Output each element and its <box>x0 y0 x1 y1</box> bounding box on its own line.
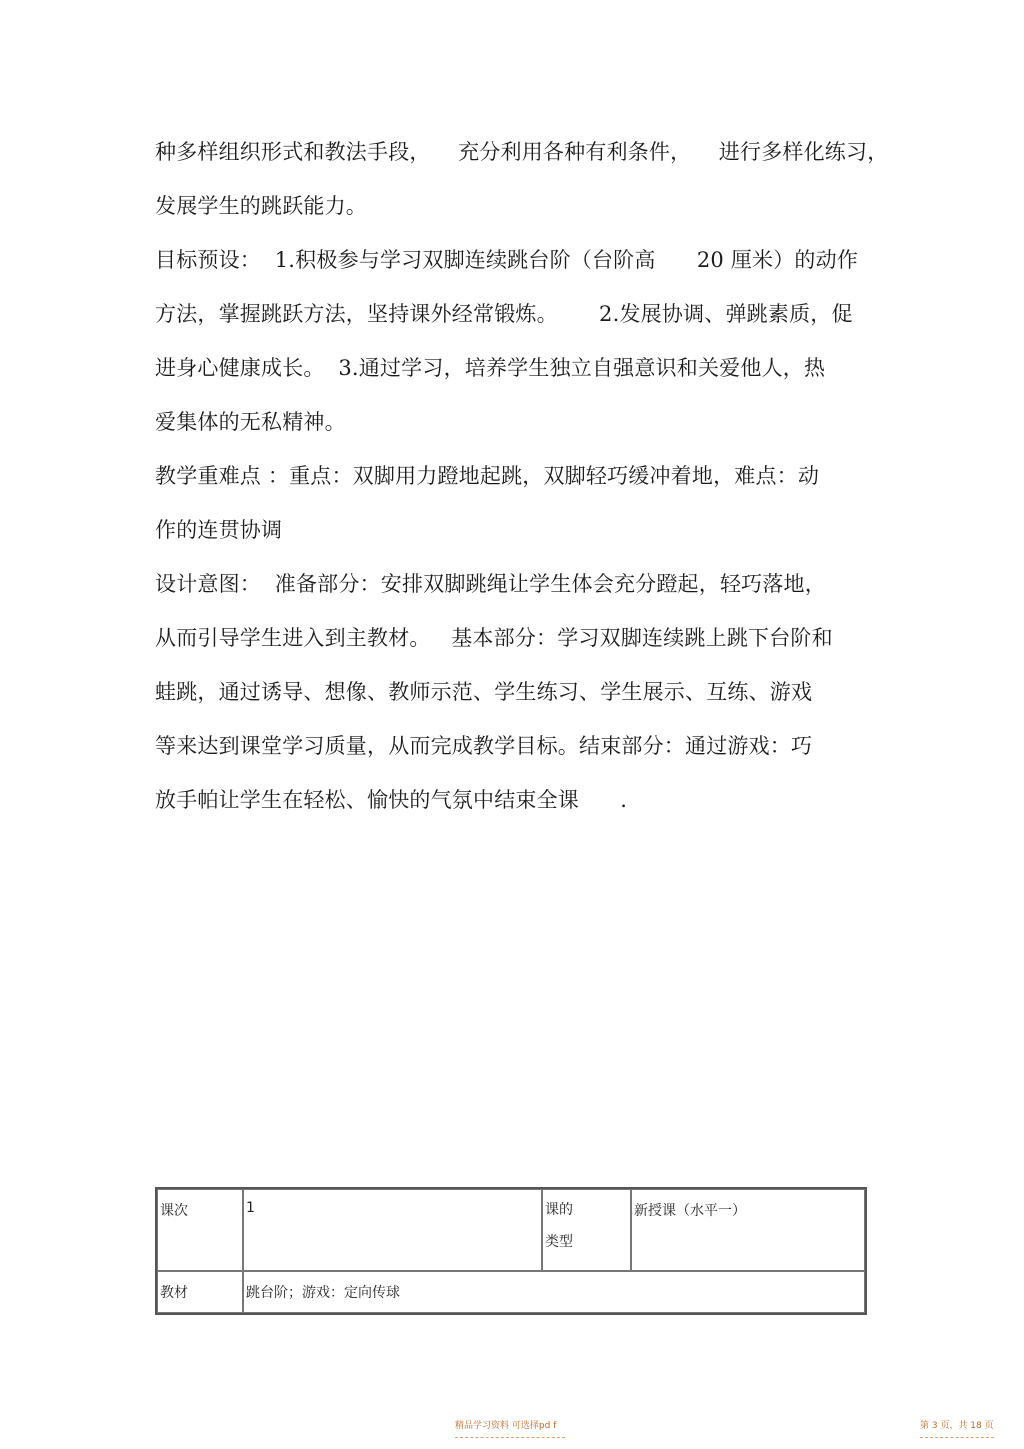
text-line: 进身心健康成长。 3.通过学习，培养学生独立自强意识和关爱他人，热 <box>155 356 826 380</box>
lesson-type-label-line2: 类型 <box>545 1234 573 1250</box>
text-line: 从而引导学生进入到主教材。 基本部分：学习双脚连续跳上跳下台阶和 <box>155 626 833 650</box>
text-line: 教学重难点 ：重点：双脚用力蹬地起跳，双脚轻巧缓冲着地，难点：动 <box>155 464 820 488</box>
text-line: 蛙跳，通过诱导、想像、教师示范、学生练习、学生展示、互练、游戏 <box>155 680 813 704</box>
material-label: 教材 <box>157 1271 243 1313</box>
lesson-number-value: 1 <box>243 1189 542 1271</box>
text-line: 目标预设： 1.积极参与学习双脚连续跳台阶（台阶高 20 厘米）的动作 <box>155 248 859 272</box>
page-number: 第 3 页，共 18 页 <box>920 1418 994 1438</box>
text-line: 作的连贯协调 <box>155 518 283 542</box>
text-line: 放手帕让学生在轻松、愉快的气氛中结束全课 . <box>155 788 628 812</box>
text-line: 等来达到课堂学习质量，从而完成教学目标。结束部分：通过游戏：巧 <box>155 734 813 758</box>
material-value: 跳台阶；游戏：定向传球 <box>243 1271 865 1313</box>
text-line: 爱集体的无私精神。 <box>155 410 346 434</box>
lesson-number-label: 课次 <box>157 1189 243 1271</box>
text-line: 方法，掌握跳跃方法，坚持课外经常锻炼。 2.发展协调、弹跳素质，促 <box>155 302 853 326</box>
table-row <box>157 1189 865 1271</box>
text-line: 发展学生的跳跃能力。 <box>155 194 367 218</box>
table-row <box>157 1271 865 1313</box>
text-line: 种多样组织形式和教法手段， 充分利用各种有利条件， 进行多样化练习， <box>155 140 889 164</box>
body-text <box>155 132 889 834</box>
lesson-type-value: 新授课（水平一） <box>631 1189 865 1271</box>
footer-watermark-text: 精品学习资料 可选择pd f <box>455 1418 565 1438</box>
lesson-type-label <box>542 1189 631 1271</box>
lesson-info-table <box>155 1187 867 1315</box>
text-line: 设计意图： 准备部分：安排双脚跳绳让学生体会充分蹬起，轻巧落地， <box>155 572 826 596</box>
lesson-type-label-line1: 课的 <box>545 1202 573 1218</box>
